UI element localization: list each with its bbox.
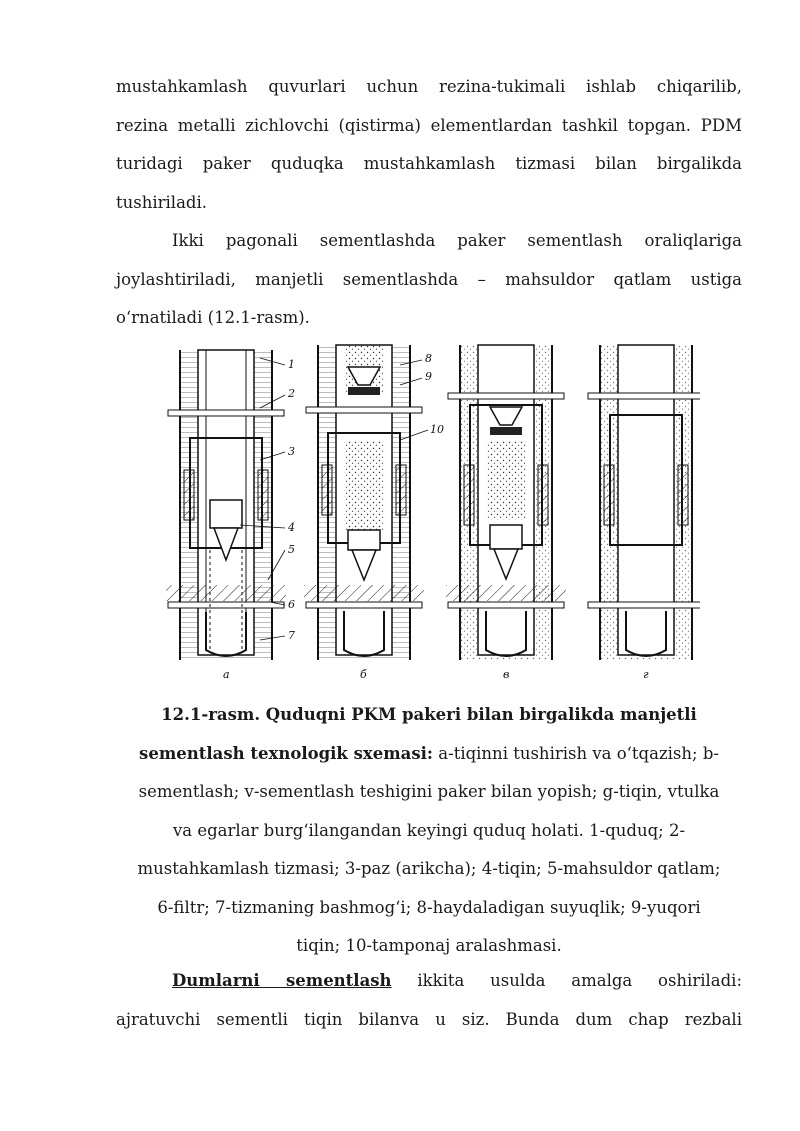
panel-letter: в bbox=[503, 668, 510, 681]
caption-title-part: sementlash texnologik sxemasi: bbox=[139, 743, 434, 763]
paragraph-2 bbox=[116, 222, 742, 338]
well-cementing-diagram bbox=[160, 340, 700, 685]
text-run: ikkita usulda amalga oshiriladi: bbox=[391, 971, 743, 990]
panel-g bbox=[588, 345, 700, 660]
caption-text: a-tiqinni tushirish va o‘tqazish; b- bbox=[433, 743, 719, 763]
panel-v bbox=[446, 345, 566, 660]
caption-line bbox=[116, 735, 742, 774]
figure-label: 7 bbox=[288, 629, 295, 642]
caption-line: tiqin; 10-tamponaj aralashmasi. bbox=[296, 936, 562, 955]
text-line: joylashtiriladi, manjetli sementlashda – mahsuldor qatlam ustiga bbox=[116, 269, 742, 289]
figure-label: 1 bbox=[288, 358, 295, 371]
caption-line: sementlash; v-sementlash teshigini paker bilan yopish; g-tiqin, vtulka bbox=[138, 782, 720, 801]
paragraph-3 bbox=[116, 962, 742, 1039]
figure-label: 10 bbox=[430, 423, 444, 436]
text-line: ajratuvchi sementli tiqin bilanva u siz. Bunda dum chap rezbali bbox=[116, 1009, 742, 1029]
figure-label: 2 bbox=[288, 387, 295, 400]
panel-letter: б bbox=[360, 668, 367, 681]
paragraph-1 bbox=[116, 68, 742, 222]
text-line: rezina metalli zichlovchi (qistirma) elementlardan tashkil topgan. PDM bbox=[116, 115, 742, 135]
figure-label: 6 bbox=[288, 598, 295, 611]
caption-line: mustahkamlash tizmasi; 3-paz (arikcha); 4-tiqin; 5-mahsuldor qatlam; bbox=[137, 859, 721, 878]
figure-label: 9 bbox=[425, 370, 432, 383]
panel-letter: г bbox=[643, 668, 649, 681]
panel-b bbox=[304, 345, 424, 660]
panel-letter: a bbox=[223, 668, 230, 681]
text-line: o‘rnatiladi (12.1-rasm). bbox=[116, 308, 310, 327]
text-line: turidagi paker quduqka mustahkamlash tizmasi bilan birgalikda bbox=[116, 154, 742, 173]
figure-caption bbox=[116, 696, 742, 966]
figure-label: 5 bbox=[288, 543, 295, 556]
caption-line: 6-filtr; 7-tizmaning bashmog‘i; 8-haydaladigan suyuqlik; 9-yuqori bbox=[157, 897, 701, 917]
text-line bbox=[116, 962, 742, 1001]
text-line: tushiriladi. bbox=[116, 192, 207, 212]
text-line: Ikki pagonali sementlashda paker sementlash oraliqlariga bbox=[172, 231, 742, 250]
caption-title-line: 12.1-rasm. Quduqni PKM pakeri bilan birgalikda manjetli bbox=[161, 705, 697, 724]
text-line: mustahkamlash quvurlari uchun rezina-tukimali ishlab chiqarilib, bbox=[116, 77, 742, 96]
figure-label: 3 bbox=[288, 445, 295, 458]
figure-label: 4 bbox=[288, 521, 295, 534]
figure-label: 8 bbox=[425, 352, 432, 365]
section-term: Dumlarni sementlash bbox=[172, 971, 392, 990]
panel-a bbox=[166, 350, 286, 660]
caption-line: va egarlar burg‘ilangandan keyingi quduq holati. 1-quduq; 2- bbox=[172, 820, 686, 840]
